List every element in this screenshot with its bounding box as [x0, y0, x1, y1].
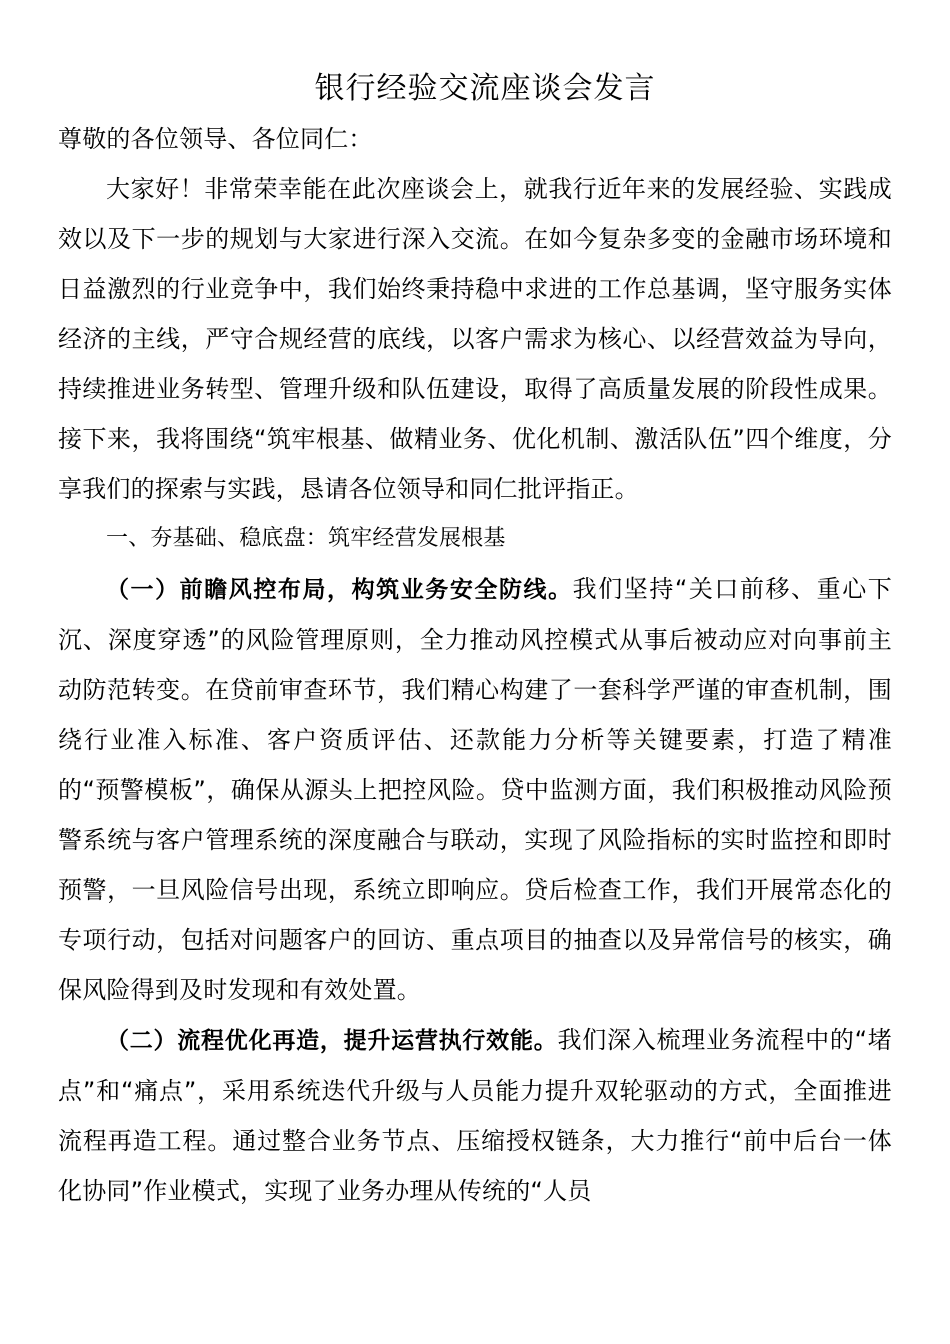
item-2-body: 我们深入梳理业务流程中的“堵点”和“痛点”，采用系统迭代升级与人员能力提升双轮驱动的方式，全面推进流程再造工程。通过整合业务节点、压缩授权链条，大力推行“前中后台一体化协同”作业模式，实现了业务办理从传统的“人员	[58, 1026, 892, 1205]
salutation: 尊敬的各位领导、各位同仁：	[58, 125, 373, 153]
item-1-body: 我们坚持“关口前移、重心下沉、深度穿透”的风险管理原则，全力推动风控模式从事后被动应对向事前主动防范转变。在贷前审查环节，我们精心构建了一套科学严谨的审查机制，围绕行业准入标准、客户资质评估、还款能力分析等关键要素，打造了精准的“预警模板”，确保从源头上把控风险。贷中监测方面，我们积极推动风险预警系统与客户管理系统的深度融合与联动，实现了风险指标的实时监控和即时预警，一旦风险信号出现，系统立即响应。贷后检查工作，我们开展常态化的专项行动，包括对问题客户的回访、重点项目的抽查以及异常信号的核实，确保风险得到及时发现和有效处置。	[58, 575, 892, 1004]
document-page	[58, 64, 892, 1216]
item-2-paragraph	[58, 1015, 892, 1216]
intro-paragraph: 大家好！非常荣幸能在此次座谈会上，就我行近年来的发展经验、实践成效以及下一步的规划与大家进行深入交流。在如今复杂多变的金融市场环境和日益激烈的行业竞争中，我们始终秉持稳中求进的工作总基调，坚守服务实体经济的主线，严守合规经营的底线，以客户需求为核心、以经营效益为导向，持续推进业务转型、管理升级和队伍建设，取得了高质量发展的阶段性成果。接下来，我将围绕“筑牢根基、做精业务、优化机制、激活队伍”四个维度，分享我们的探索与实践，恳请各位领导和同仁批评指正。	[58, 175, 892, 503]
item-1-paragraph	[58, 564, 892, 1015]
document-title: 银行经验交流座谈会发言	[314, 71, 656, 106]
section-1-heading: 一、夯基础、稳底盘：筑牢经营发展根基	[106, 526, 506, 551]
item-2-heading: （二）流程优化再造，提升运营执行效能。	[106, 1028, 558, 1054]
item-1-heading: （一）前瞻风控布局，构筑业务安全防线。	[106, 577, 573, 603]
